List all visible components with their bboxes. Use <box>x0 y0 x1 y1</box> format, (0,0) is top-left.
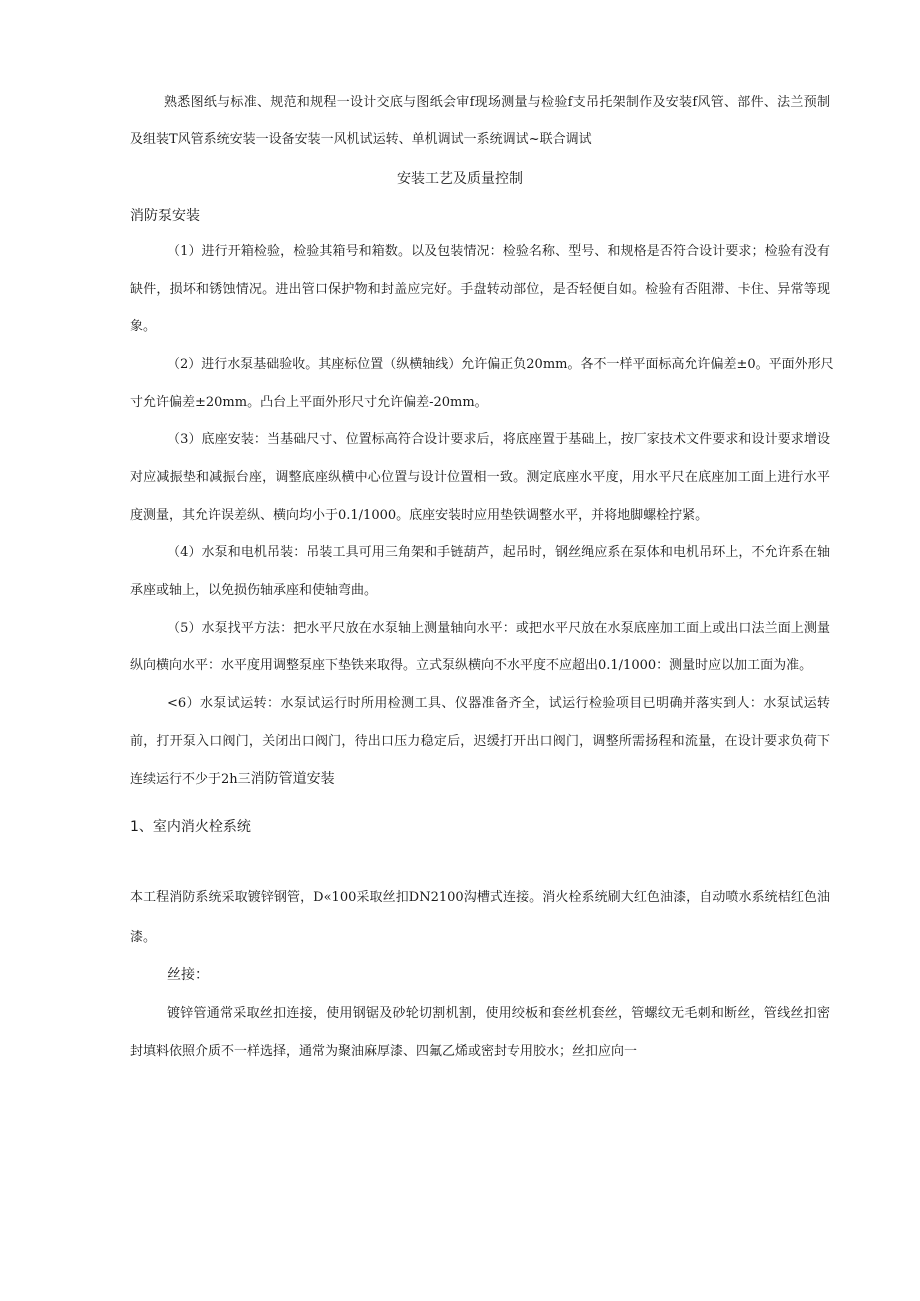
pump-p1-line-1: （1）进行开箱检验，检验其箱号和箱数。以及包装情况：检验名称、型号、和规格是否符合设计要求；检验有没有 <box>167 244 830 259</box>
pump-p4-line-2: 承座或轴上，以免损伤轴承座和使轴弯曲。 <box>130 583 378 598</box>
pump-p2-line-1: （2）进行水泵基础验收。其座标位置（纵横轴线）允许偏正负20mm。各不一样平面标高允许偏差±0。平面外形尺 <box>167 357 834 372</box>
pump-p6-line-2: 前，打开泵入口阀门，关闭出口阀门，待出口压力稳定后，迟缓打开出口阀门，调整所需扬程和流量，在设计要求负荷下 <box>130 734 830 749</box>
pump-p1-line-2: 缺件，损坏和锈蚀情况。进出管口保护物和封盖应完好。手盘转动部位，是否轻便自如。检验有否阻滞、卡住、异常等现 <box>130 282 830 297</box>
intro-line-2: 及组装T风管系统安装一设备安装一风机试运转、单机调试一系统调试~联合调试 <box>130 132 592 147</box>
pump-p4-line-1: （4）水泵和电机吊装：吊装工具可用三角架和手链葫芦，起吊时，钢丝绳应系在泵体和电机吊环上，不允许系在轴 <box>167 545 830 560</box>
pump-p3-line-1: （3）底座安装：当基础尺寸、位置标高符合设计要求后，将底座置于基础上，按厂家技术文件要求和设计要求增设 <box>167 432 830 447</box>
pump-heading: 消防泵安装 <box>130 208 200 224</box>
hydrant-p2-line-2: 封填料依照介质不一样选择，通常为聚油麻厚漆、四氟乙烯或密封专用胶水；丝扣应向一 <box>130 1044 638 1059</box>
pump-p6-last-text: 连续运行不少于2h三 <box>130 772 251 787</box>
pump-p3-line-2: 对应减振垫和减振台座，调整底座纵横中心位置与设计位置相一致。测定底座水平度，用水平尺在底座加工面上进行水平 <box>130 470 830 485</box>
pump-p6-line-1: <6）水泵试运转：水泵试运行时所用检测工具、仪器准备齐全，试运行检验项目已明确并落实到人：水泵试运转 <box>167 696 830 711</box>
hydrant-p1-line-1: 本工程消防系统采取镀锌钢管，D«100采取丝扣DN2100沟槽式连接。消火栓系统刷大红色油漆，自动喷水系统桔红色油 <box>130 890 830 905</box>
pump-p2-line-2: 寸允许偏差±20mm。凸台上平面外形尺寸允许偏差-20mm。 <box>130 395 488 410</box>
hydrant-p1-line-2: 漆。 <box>130 930 157 945</box>
pump-p3-line-3: 度测量，其允许误差纵、横向均小于0.1/1000。底座安装时应用垫铁调整水平，并将地脚螺栓拧紧。 <box>130 508 709 523</box>
pump-p5-line-1: （5）水泵找平方法：把水平尺放在水泵轴上测量轴向水平：或把水平尺放在水泵底座加工面上或出口法兰面上测量 <box>167 621 830 636</box>
pump-p6-line-3 <box>130 770 830 789</box>
hydrant-p2-line-1: 镀锌管通常采取丝扣连接，使用钢锯及砂轮切割机割，使用绞板和套丝机套丝，管螺纹无毛刺和断丝，管线丝扣密 <box>167 1006 830 1021</box>
pipe-install-heading: 消防管道安装 <box>250 771 335 787</box>
hydrant-heading: 1、室内消火栓系统 <box>130 819 251 835</box>
pump-p1-line-3: 象。 <box>130 319 157 334</box>
section-title: 安装工艺及质量控制 <box>397 171 523 187</box>
thread-joint-heading: 丝接： <box>167 967 209 983</box>
intro-line-1: 熟悉图纸与标准、规范和规程一设计交底与图纸会审f现场测量与检验f支吊托架制作及安装f风管、部件、法兰预制 <box>164 95 830 110</box>
pump-p5-line-2: 纵向横向水平：水平度用调整泵座下垫铁来取得。立式泵纵横向不水平度不应超出0.1/1000：测量时应以加工面为准。 <box>130 658 813 673</box>
